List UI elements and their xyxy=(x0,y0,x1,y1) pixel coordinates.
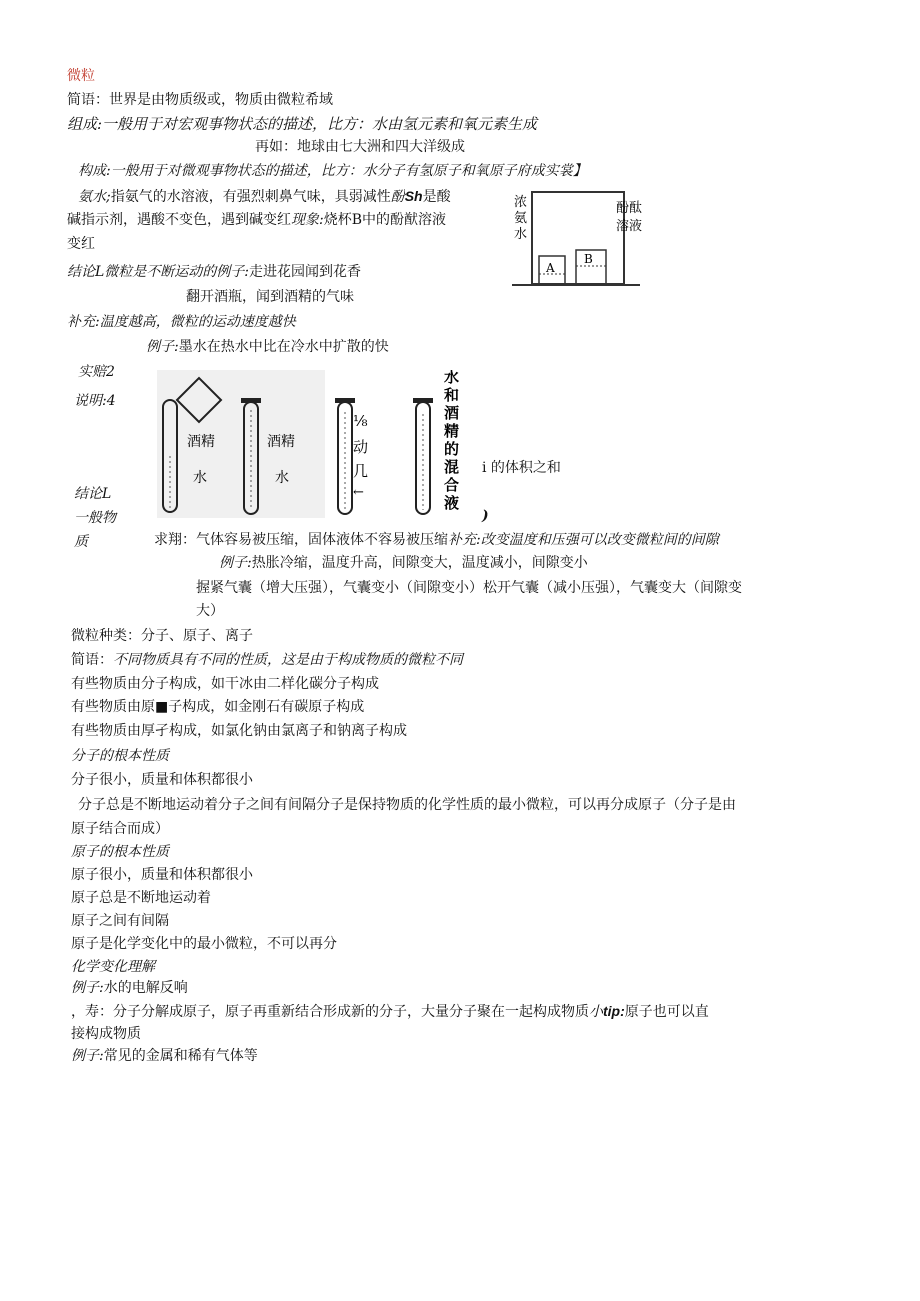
line-molecule-matter: 有些物质由分子构成，如干冰由二样化碳分子构成 xyxy=(71,676,379,692)
compression-supplement: 补充:改变温度和压强可以改变微粒间的间隙 xyxy=(448,532,719,548)
line-molecule-motion: 分子总是不断地运动着分子之间有间隔分子是保持物质的化学性质的最小微粒，可以再分成原子（分子是由 xyxy=(78,797,736,813)
mix-label-6: 混 xyxy=(444,458,460,476)
mix-label-8: 液 xyxy=(444,494,460,512)
tube-3-label-b: 动 xyxy=(353,438,369,456)
phenol-term: 酚 xyxy=(390,189,405,205)
conclusion-motion-example: 走进花园闻到花香 xyxy=(249,264,362,280)
line-atom-smallest: 原子是化学变化中的最小微粒，不可以再分 xyxy=(71,936,337,952)
compression-text: 求翔：气体容易被压缩，固体液体不容易被压缩 xyxy=(154,532,448,548)
test-tube-4 xyxy=(416,402,430,514)
tube-3-label-a: ⅛ xyxy=(353,412,368,430)
tip-text: 原子也可以直 xyxy=(624,1004,709,1020)
line-molecule-small: 分子很小，质量和体积都很小 xyxy=(71,772,253,788)
tube-2-water-label: 水 xyxy=(275,470,289,486)
electrolysis-label: 例子: xyxy=(71,980,104,996)
heading-atom-properties: 原子的根本性质 xyxy=(71,844,169,860)
description-label: 说明:4 xyxy=(74,393,116,409)
line-atom-matter: 有些物质由原■子构成，如金刚石有碳原子构成 xyxy=(71,699,365,715)
general-label-1: 一般物 xyxy=(74,510,116,526)
metals-text: 常见的金属和稀有气体等 xyxy=(103,1048,258,1064)
thermal-example-label: 例子: xyxy=(219,555,252,571)
sh-term: Sh xyxy=(404,188,423,204)
line-conclusion-motion xyxy=(67,262,361,282)
phenomenon-text: 烧杯B中的酚猷溶液 xyxy=(323,212,447,228)
line-compression xyxy=(154,530,719,550)
indicator-desc: 碱指示剂，遇酸不变色，遇到碱变红 xyxy=(67,212,291,228)
fig1-label-left-3: 水 xyxy=(514,227,528,242)
line-summary: 简语：世界是由物质级或，物质由微粒希域 xyxy=(67,92,333,108)
ammonia-desc: 指氨气的水溶液，有强烈刺鼻气味，具弱减性 xyxy=(110,189,391,205)
summary-2-text: 不同物质具有不同的性质，这是由于构成物质的微粒不同 xyxy=(113,652,463,668)
line-summary-2 xyxy=(71,650,463,670)
conclusion-label: 结论L xyxy=(74,486,112,502)
fig1-label-right-1: 酚酞 xyxy=(616,201,642,216)
tube-2-alcohol-label: 酒精 xyxy=(267,434,295,450)
acid-term: 是酸 xyxy=(422,189,451,205)
ink-example-label: 例子: xyxy=(146,339,179,355)
line-ink-example xyxy=(146,337,389,357)
line-electrolysis xyxy=(71,978,188,998)
line-indicator xyxy=(67,210,446,230)
conclusion-motion-label: 结论L微粒是不断运动的例子: xyxy=(67,264,250,280)
volume-experiment-figure xyxy=(157,370,487,520)
line-atom-motion: 原子总是不断地运动着 xyxy=(71,890,211,906)
mix-label-7: 合 xyxy=(444,476,460,494)
mix-label-5: 的 xyxy=(444,440,460,458)
line-temperature: 补充:温度越高，微粒的运动速度越快 xyxy=(67,314,296,330)
beaker-a-label: A xyxy=(546,261,555,275)
closing-paren: ) xyxy=(482,508,489,524)
thermal-example-text: 热胀冷缩，温度升高，间隙变大，温度减小，间隙变小 xyxy=(251,555,588,571)
tube-3-label-d: ← xyxy=(353,485,364,500)
phenomenon-label: 现象: xyxy=(291,212,324,228)
mix-label-1: 水 xyxy=(444,370,460,386)
line-metals xyxy=(71,1046,258,1066)
experiment-label: 实赔2 xyxy=(78,364,115,380)
essence-text: ，寿：分子分解成原子，原子再重新结合形成新的分子，大量分子聚在一起构成物质 xyxy=(71,1004,589,1020)
line-constitution: 构成:一般用于对微观事物状态的描述，比方：水分子有氢原子和氧原子府成实裳】 xyxy=(78,163,587,179)
line-ammonia xyxy=(78,186,451,207)
heading-chemical-change: 化学变化理解 xyxy=(71,959,155,975)
line-example-earth: 再如：地球由七大洲和四大洋级成 xyxy=(255,139,465,155)
ammonia-term: 氨水; xyxy=(78,189,111,205)
line-ion-matter: 有些物质由厚孑构成，如氯化钠由氯离子和钠离子构成 xyxy=(71,723,407,739)
line-alcohol-smell: 翻开酒瓶，闻到酒精的气味 xyxy=(186,289,354,305)
mix-label-4: 精 xyxy=(444,422,460,440)
page-title: 微粒 xyxy=(67,68,95,84)
ink-example-text: 墨水在热水中比在冷水中扩散的快 xyxy=(178,339,389,355)
fig1-label-right-2: 溶液 xyxy=(616,219,642,234)
fig1-label-left-2: 氨 xyxy=(514,211,528,226)
heading-molecule-properties: 分子的根本性质 xyxy=(71,748,169,764)
general-label-2: 质 xyxy=(74,534,88,550)
line-particle-types: 微粒种类：分子、原子、离子 xyxy=(71,628,253,644)
essence-small: 小 xyxy=(589,1004,603,1020)
line-atom-gaps: 原子之间有间隔 xyxy=(71,913,169,929)
line-composition: 组成:一般用于对宏观事物状态的描述，比方：水由氢元素和氧元素生成 xyxy=(67,115,538,133)
tip-label: tip: xyxy=(603,1003,625,1019)
line-essence xyxy=(71,1001,709,1022)
mix-label-2: 和 xyxy=(444,386,460,404)
line-airbag-end: 大） xyxy=(196,603,224,619)
figure-shade xyxy=(157,370,325,518)
ammonia-diffusion-figure xyxy=(512,190,642,290)
metals-label: 例子: xyxy=(71,1048,104,1064)
beaker-b-label: B xyxy=(584,252,593,266)
electrolysis-text: 水的电解反响 xyxy=(103,980,188,996)
tube-1-alcohol-label: 酒精 xyxy=(187,434,215,450)
fig1-label-left-1: 浓 xyxy=(514,195,528,210)
volume-sum-text: i 的体积之和 xyxy=(482,460,561,476)
line-thermal-expansion xyxy=(219,553,588,573)
mix-label-3: 酒 xyxy=(444,404,460,422)
line-airbag: 握紧气囊（增大压强），气囊变小（间隙变小）松开气囊（减小压强），气囊变大（间隙变 xyxy=(196,580,742,596)
tube-3-label-c: 几 xyxy=(353,462,369,480)
line-molecule-composition: 原子结合而成） xyxy=(71,821,169,837)
summary-2-label: 简语： xyxy=(71,652,113,668)
line-essence-end: 接构成物质 xyxy=(71,1026,141,1042)
line-atom-small: 原子很小，质量和体积都很小 xyxy=(71,867,253,883)
tube-1-water-label: 水 xyxy=(193,470,207,486)
line-turns-red: 变红 xyxy=(67,236,95,252)
